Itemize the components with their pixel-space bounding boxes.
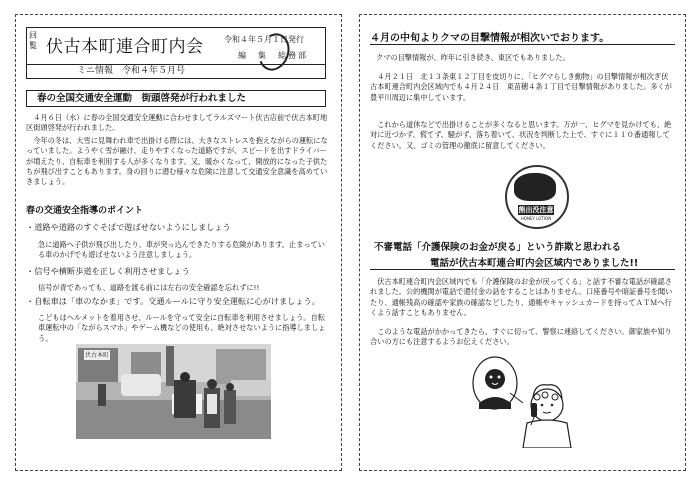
badge-subtext: HONEY LOTION bbox=[520, 216, 552, 221]
bear-article-title: ４月の中旬よりクマの目撃情報が相次いでおります。 bbox=[370, 33, 610, 44]
bear-paragraph-1: クマの目撃情報が、昨年に引き続き、東区でもありました。 bbox=[376, 53, 570, 62]
bullet-head-2: ・信号や横断歩道を正しく利用させましょう bbox=[26, 266, 190, 276]
intro-paragraph-1: ４月６日（水）に春の全国交通安全運動に合わせましてラルズマート伏古店前で伏古本町地区街頭啓発が行われました。 bbox=[26, 113, 328, 133]
scam-title-line-2: 電話が伏古本町連合町内会区域内でありました!! bbox=[430, 258, 639, 269]
badge-label: 熊出没注意 bbox=[518, 206, 554, 214]
scam-title-underline bbox=[370, 269, 675, 270]
bullet-body-2: 信号が青であっても、道路を渡る前には左右の安全確認を忘れずに!! bbox=[38, 283, 260, 292]
bear-paragraph-3: これから道休などで出掛けることが多くなると思います。万が一、ヒグマを見かけても、絶対に近づかず、慌てず、騒がず、落ち着いて、状況を判断した上で、すぐに１１０番通報してください。又、ゴミの管理の徹底に留意してください。 bbox=[370, 120, 672, 150]
bullet-head-3: ・自転車は「車のなかま」です。交通ルールに守り安全運転に心がけましょう。 bbox=[26, 296, 320, 306]
issue-date: 令和４年５月１日発行 bbox=[224, 35, 304, 44]
bullet-body-3: こどもはヘルメットを着用させ、ルールを守って安全に自転車を利用させましょう。自転車運転中の「ながらスマホ」やゲーム機などの使用も、絶対させないように指導しましょう。 bbox=[38, 313, 326, 343]
left-newsletter-page bbox=[15, 14, 342, 471]
scam-paragraph-1: 伏古本町連合町内会区域内でも「介護保険のお金が戻ってくる」と話す不審な電話が確認されました。公的機関が電話で還付金の話をすることはありません。口座番号や暗証番号を聞いたり、通帳残高の確認や家族の確認などしたり、通帳やキャッシュカードを持ってＡＴＭへ行くよう話すこともありません。 bbox=[370, 277, 673, 317]
scam-title-line-1: 不審電話「介護保険のお金が戻る」という詐欺と思われる bbox=[374, 242, 622, 253]
editor-credit: 編 集 総務部 bbox=[238, 51, 308, 60]
street-campaign-photo bbox=[76, 344, 271, 439]
bullet-head-1: ・道路や道路のすぐそばで遊ばせないようにしましょう bbox=[26, 222, 231, 232]
intro-paragraph-2: 今年の冬は、大雪に見舞われ車で出掛ける際には、大きなストレスを抱えながらの運転になっていました。ようやく雪が融け、走りやすくなった道路ですが、スピードを出すドライバーが増えたり、自転車を利用する人が多くなります。又、暖かくなって、開放的になった子供たちが飛び出すこともあります。身の回りに潜む様々な危険に注意して交通安全意識を高めていきましょう。 bbox=[26, 136, 328, 187]
phone-scam-illustration bbox=[465, 353, 575, 448]
bear-icon bbox=[514, 173, 556, 201]
points-heading: 春の交通安全指導のポイント bbox=[26, 206, 144, 216]
bullet-body-1: 急に道路へ子供が飛び出したり、車が突っ込んできたりする危険があります。止まっている車のかげでも遊ばせないよう注意しましょう。 bbox=[38, 240, 325, 260]
newsletter-title: 伏古本町連合町内会 bbox=[46, 37, 204, 57]
photo-sign-text: 伏古本町 bbox=[85, 352, 110, 359]
right-newsletter-page bbox=[359, 14, 686, 471]
scam-paragraph-2: このような電話がかかってきたら、すぐに切って、警察に連絡してください。御家族や知り合いの方にも注意するようお伝えください。 bbox=[370, 327, 672, 347]
bear-paragraph-2: ４月２１日 北１３条東１２丁目を皮切りに、「ヒグマらしき動物」の目撃情報が相次ぎ伏古本町連合町内会区域内でも４月２４日 東苗穂４条１丁目で目撃情報がありました。多くが豊平川周辺に集中しています。 bbox=[370, 72, 672, 102]
title-underline bbox=[370, 44, 675, 45]
mini-info-bar: ミニ情報 令和４年５月号 bbox=[26, 64, 326, 79]
article-headline: 春の全国交通安全運動 街頭啓発が行われました bbox=[26, 90, 326, 107]
kairan-mark: 回覧 bbox=[29, 31, 37, 50]
